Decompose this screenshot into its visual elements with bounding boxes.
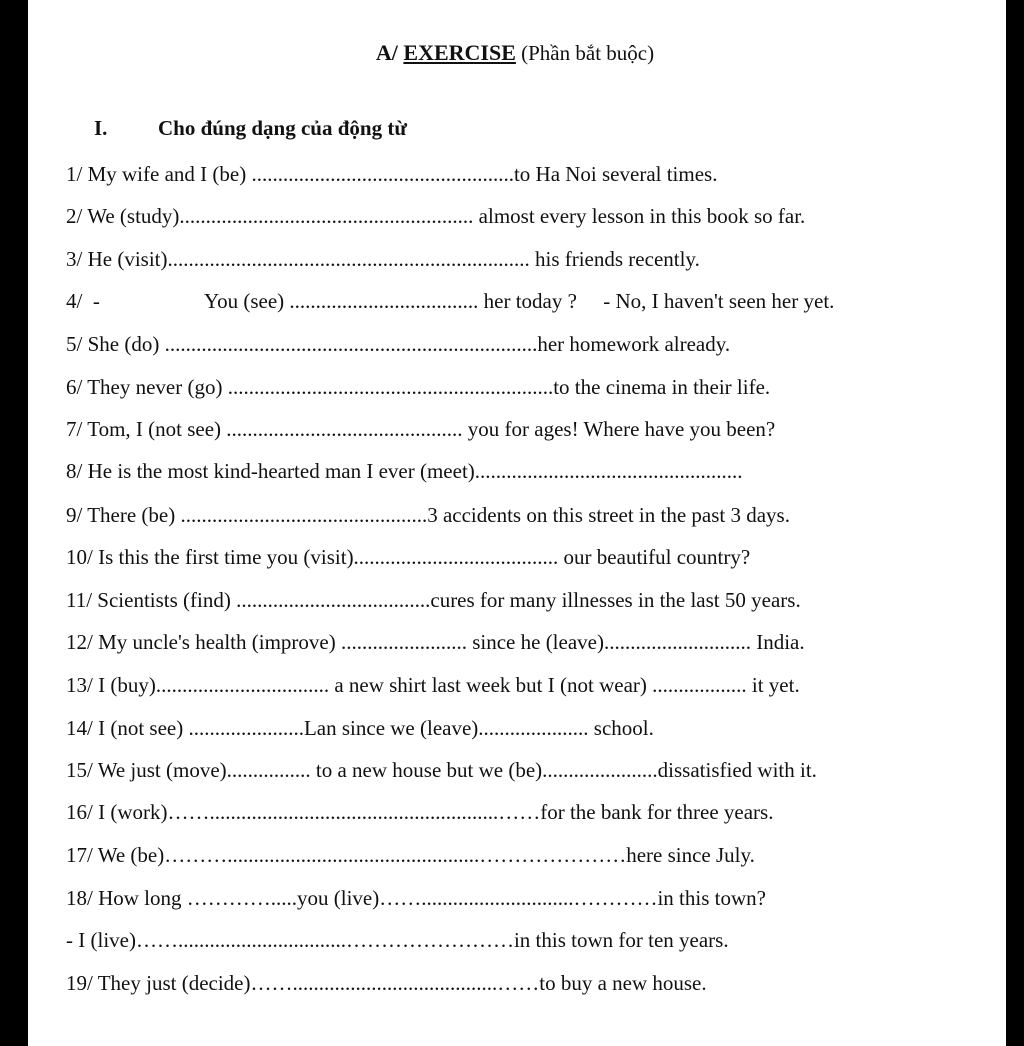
section-title: Cho đúng dạng của động từ (158, 116, 407, 140)
exercise-line: 15/ We just (move)................ to a new house but we (be)......................dissatisfied with it. (66, 758, 817, 782)
title-prefix: A/ (375, 40, 404, 65)
exercise-line: 9/ There (be) ...............................................3 accidents on this street in the past 3 days. (66, 503, 790, 527)
exercise-line: 4/ - You (see) .................................... her today ? - No, I haven't seen her yet. (66, 289, 835, 313)
exercise-line: 3/ He (visit)..................................................................... his friends recently. (66, 247, 700, 271)
exercise-line: 6/ They never (go) ..............................................................to the cinema in their life. (66, 375, 771, 399)
worksheet-page (28, 0, 1006, 1046)
exercise-line: 16/ I (work)…….......................................................……for the bank for three years. (66, 800, 774, 824)
exercise-line: - I (live)……................................……………………in this town for ten years. (66, 928, 729, 952)
exercise-line: 18/ How long ………….....you (live)…….............................…………in this town? (66, 886, 766, 910)
title-main: EXERCISE (403, 40, 516, 65)
exercise-line: 17/ We (be)………................................................…………………here since July. (66, 843, 755, 867)
exercise-line: 12/ My uncle's health (improve) ........................ since he (leave)............................ India. (66, 630, 805, 654)
exercise-line: 8/ He is the most kind-hearted man I ever (meet)................................................... (66, 459, 743, 483)
exercise-line: 11/ Scientists (find) .....................................cures for many illnesses in the last 50 years. (66, 588, 801, 612)
exercise-line: 13/ I (buy)................................. a new shirt last week but I (not wear) .................. it yet. (66, 673, 800, 697)
exercise-line: 14/ I (not see) ......................Lan since we (leave)..................... school. (66, 716, 654, 740)
exercise-line: 2/ We (study)........................................................ almost every lesson in this book so far. (66, 204, 806, 228)
exercise-line: 10/ Is this the first time you (visit)....................................... our beautiful country? (66, 545, 751, 569)
section-heading (94, 116, 407, 141)
exercise-line: 1/ My wife and I (be) ..................................................to Ha Noi several times. (66, 162, 718, 186)
exercise-line: 7/ Tom, I (not see) ............................................. you for ages! Where have you been? (66, 417, 776, 441)
title-sub: (Phần bắt buộc) (515, 41, 655, 65)
exercise-line: 19/ They just (decide)…….......................................……to buy a new house. (66, 971, 707, 995)
page-title (26, 40, 1004, 66)
section-number: I. (94, 116, 108, 140)
exercise-line: 5/ She (do) .......................................................................her homework already. (66, 332, 731, 356)
